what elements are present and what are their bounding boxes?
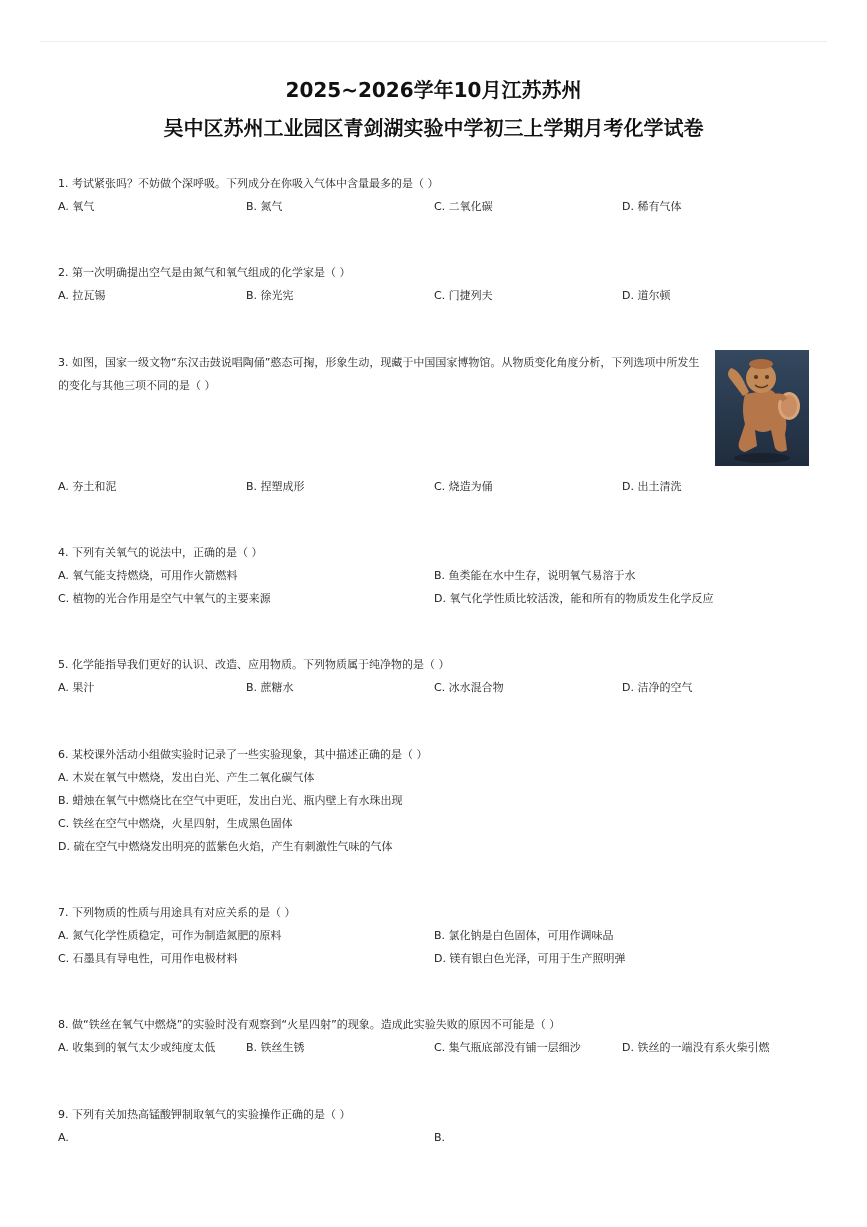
pottery-figurine-image bbox=[715, 350, 809, 466]
q5-option-b: B. 蔗糖水 bbox=[246, 681, 294, 694]
q8-option-b: B. 铁丝生锈 bbox=[246, 1041, 305, 1054]
exam-title-line2: 吴中区苏州工业园区青剑湖实验中学初三上学期月考化学试卷 bbox=[163, 116, 704, 140]
q9-option-b: B. bbox=[434, 1131, 446, 1144]
question-2-stem: 2. 第一次明确提出空气是由氮气和氧气组成的化学家是（ ） bbox=[58, 266, 351, 279]
top-divider bbox=[40, 41, 827, 42]
q6-option-b: B. 蜡烛在氧气中燃烧比在空气中更旺，发出白光、瓶内壁上有水珠出现 bbox=[58, 794, 403, 807]
q1-option-c: C. 二氧化碳 bbox=[434, 200, 493, 213]
q4-option-c: C. 植物的光合作用是空气中氧气的主要来源 bbox=[58, 592, 271, 605]
q2-option-c: C. 门捷列夫 bbox=[434, 289, 493, 302]
question-6-stem: 6. 某校课外活动小组做实验时记录了一些实验现象，其中描述正确的是（ ） bbox=[58, 748, 428, 761]
q5-option-a: A. 果汁 bbox=[58, 681, 95, 694]
q5-option-c: C. 冰水混合物 bbox=[434, 681, 504, 694]
q3-option-c: C. 烧造为俑 bbox=[434, 480, 493, 493]
question-5-stem: 5. 化学能指导我们更好的认识、改造、应用物质。下列物质属于纯净物的是（ ） bbox=[58, 658, 450, 671]
q7-option-b: B. 氯化钠是白色固体，可用作调味品 bbox=[434, 929, 614, 942]
q4-option-a: A. 氧气能支持燃烧，可用作火箭燃料 bbox=[58, 569, 238, 582]
q2-option-a: A. 拉瓦锡 bbox=[58, 289, 106, 302]
question-1-stem: 1. 考试紧张吗？不妨做个深呼吸。下列成分在你吸入气体中含量最多的是（ ） bbox=[58, 177, 439, 190]
question-4-stem: 4. 下列有关氧气的说法中，正确的是（ ） bbox=[58, 546, 263, 559]
q1-option-a: A. 氧气 bbox=[58, 200, 95, 213]
q7-option-c: C. 石墨具有导电性，可用作电极材料 bbox=[58, 952, 238, 965]
q4-option-b: B. 鱼类能在水中生存，说明氧气易溶于水 bbox=[434, 569, 636, 582]
q1-option-d: D. 稀有气体 bbox=[622, 200, 682, 213]
q2-option-d: D. 道尔顿 bbox=[622, 289, 671, 302]
q1-option-b: B. 氮气 bbox=[246, 200, 283, 213]
q8-option-a: A. 收集到的氧气太少或纯度太低 bbox=[58, 1041, 216, 1054]
question-9-stem: 9. 下列有关加热高锰酸钾制取氧气的实验操作正确的是（ ） bbox=[58, 1108, 351, 1121]
q6-option-d: D. 硫在空气中燃烧发出明亮的蓝紫色火焰，产生有刺激性气味的气体 bbox=[58, 840, 393, 853]
question-8-stem: 8. 做“铁丝在氧气中燃烧”的实验时没有观察到“火星四射”的现象。造成此实验失败的原因不可能是（ ） bbox=[58, 1018, 561, 1031]
q8-option-c: C. 集气瓶底部没有铺一层细沙 bbox=[434, 1041, 581, 1054]
q9-option-a: A. bbox=[58, 1131, 69, 1144]
q7-option-a: A. 氮气化学性质稳定，可作为制造氮肥的原料 bbox=[58, 929, 282, 942]
q3-option-a: A. 夯土和泥 bbox=[58, 480, 117, 493]
q5-option-d: D. 洁净的空气 bbox=[622, 681, 693, 694]
q3-option-d: D. 出土清洗 bbox=[622, 480, 682, 493]
q2-option-b: B. 徐光宪 bbox=[246, 289, 294, 302]
question-3-stem: 3. 如图，国家一级文物“东汉击鼓说唱陶俑”憨态可掬，形象生动，现藏于中国国家博物馆。从物质变化角度分析，下列选项中所发生的变化与其他三项不同的是（ ） bbox=[58, 356, 700, 392]
q6-option-a: A. 木炭在氧气中燃烧，发出白光、产生二氧化碳气体 bbox=[58, 771, 315, 784]
q3-option-b: B. 捏塑成形 bbox=[246, 480, 305, 493]
q7-option-d: D. 镁有银白色光泽，可用于生产照明弹 bbox=[434, 952, 626, 965]
q6-option-c: C. 铁丝在空气中燃烧，火星四射，生成黑色固体 bbox=[58, 817, 293, 830]
exam-title-line1: 2025~2026学年10月江苏苏州 bbox=[285, 78, 582, 102]
q8-option-d: D. 铁丝的一端没有系火柴引燃 bbox=[622, 1041, 770, 1054]
question-7-stem: 7. 下列物质的性质与用途具有对应关系的是（ ） bbox=[58, 906, 296, 919]
q4-option-d: D. 氧气化学性质比较活泼，能和所有的物质发生化学反应 bbox=[434, 592, 714, 605]
